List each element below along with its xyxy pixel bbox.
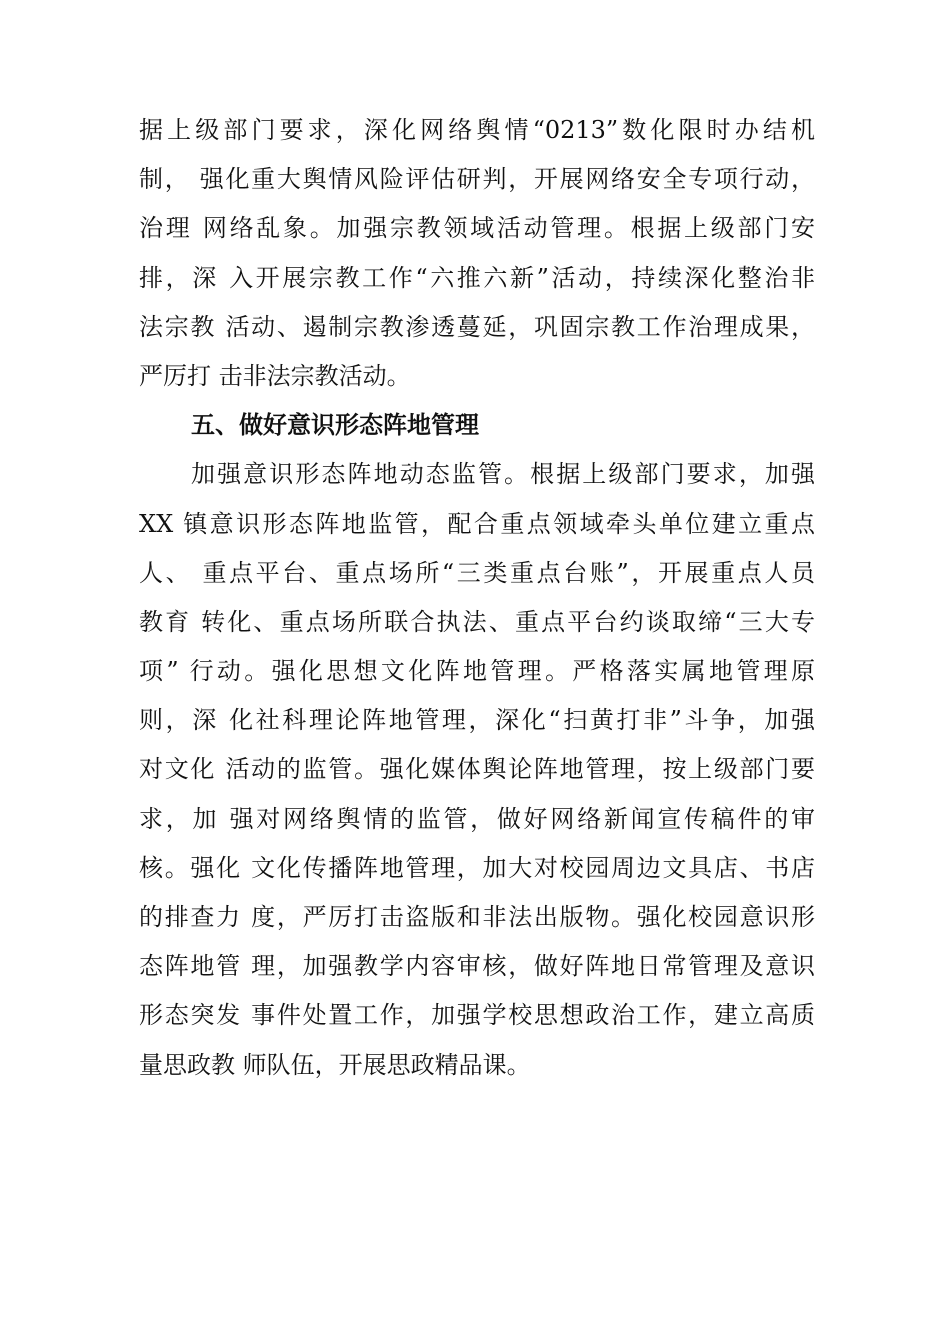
text-line: 治理 网络乱象。加强宗教领域活动管理。根据上级部门安 [139,214,815,243]
text-line: XX 镇意识形态阵地监管，配合重点领域牵头单位建立重点 [139,509,815,538]
text-line: 对文化 活动的监管。强化媒体舆论阵地管理，按上级部门要 [139,755,815,784]
text-line: 的排查力 度，严厉打击盗版和非法出版物。强化校园意识形 [139,903,815,931]
paragraph-religion-network [139,106,815,401]
text-line: 加强意识形态阵地动态监管。根据上级部门要求，加强 [191,460,815,489]
text-line: 人、 重点平台、重点场所“三类重点台账”，开展重点人员 [139,558,815,587]
text-line: 则，深 化社科理论阵地管理，深化“扫黄打非”斗争，加强 [139,706,815,735]
text-line: 严厉打 击非法宗教活动。 [139,361,411,390]
text-line: 项” 行动。强化思想文化阵地管理。严格落实属地管理原 [139,657,815,686]
document-body [139,106,815,1090]
text-line: 求，加 强对网络舆情的监管，做好网络新闻宣传稿件的审 [139,804,815,833]
text-line: 据上级部门要求，深化网络舆情“0213”数化限时办结机 [139,116,815,144]
text-line: 核。强化 文化传播阵地管理，加大对校园周边文具店、书店 [139,853,815,882]
section-heading: 五、做好意识形态阵地管理 [191,411,479,440]
text-line: 法宗教 活动、遏制宗教渗透蔓延，巩固宗教工作治理成果， [139,312,815,341]
text-line: 教育 转化、重点场所联合执法、重点平台约谈取缔“三大专 [139,607,815,636]
text-line: 态阵地管 理，加强教学内容审核，做好阵地日常管理及意识 [139,952,815,981]
text-line: 排，深 入开展宗教工作“六推六新”活动，持续深化整治非 [139,263,815,292]
paragraph-ideology-position [139,450,815,1089]
text-line: 制， 强化重大舆情风险评估研判，开展网络安全专项行动， [139,165,815,194]
text-line: 量思政教 师队伍，开展思政精品课。 [139,1050,531,1079]
text-line: 形态突发 事件处置工作，加强学校思想政治工作，建立高质 [139,1001,815,1030]
